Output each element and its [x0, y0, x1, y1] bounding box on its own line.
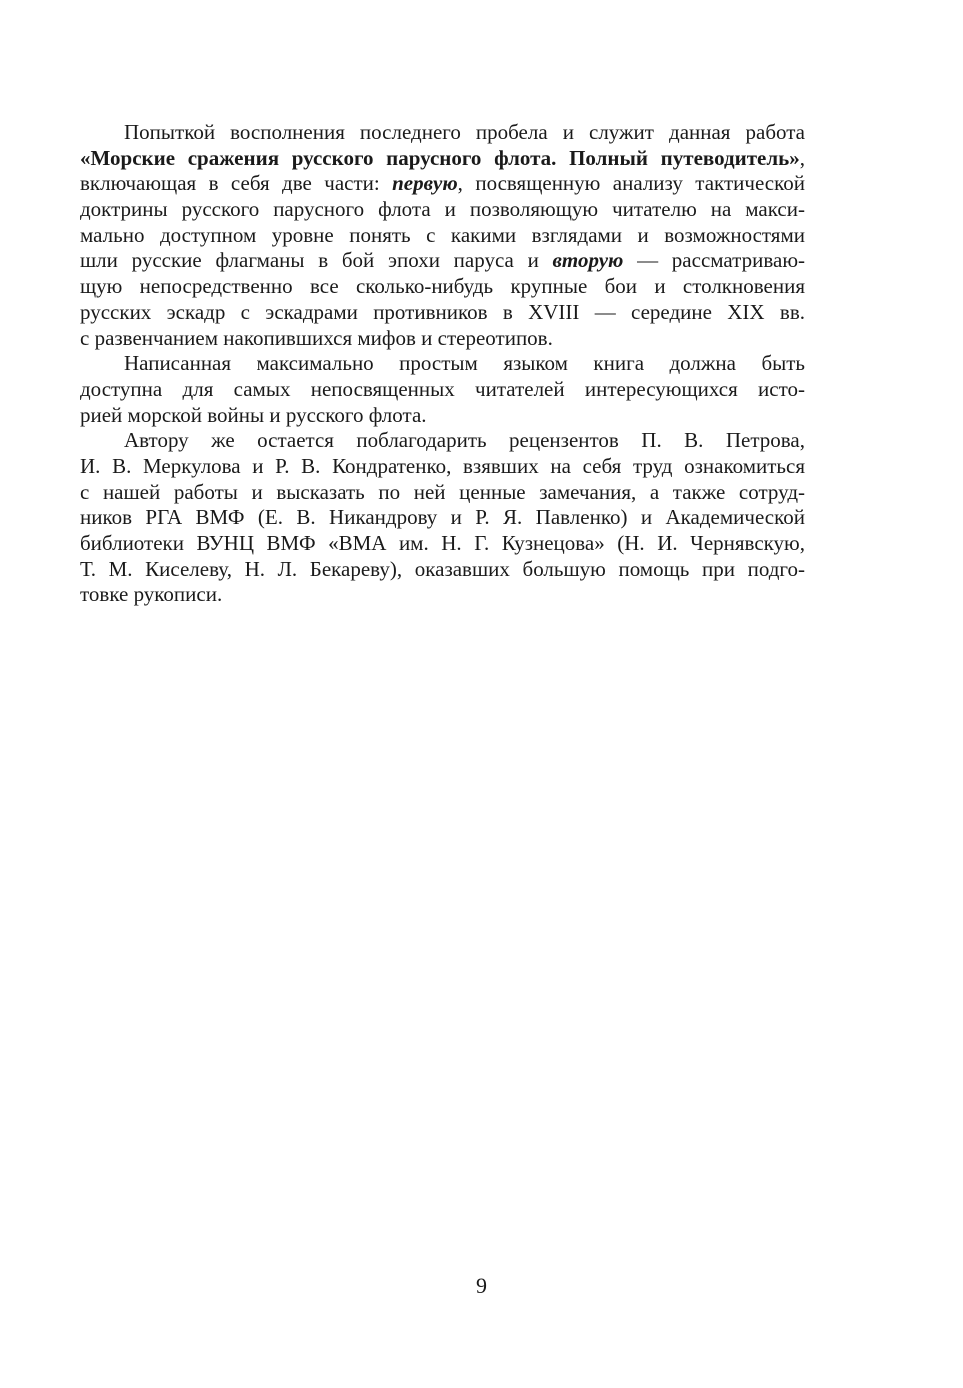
paragraph-3: [80, 428, 805, 608]
body-text: [80, 120, 805, 608]
text-line: И. В. Меркулова и Р. В. Кондратенко, взявших на себя труд ознакомиться: [80, 453, 805, 478]
text-line: «Морские сражения русского парусного флота. Полный путеводитель»,: [80, 145, 805, 170]
text-line: включающая в себя две части: первую, посвященную анализу тактической: [80, 171, 806, 196]
paragraph-1: [80, 120, 805, 351]
text-line: рией морской войны и русского флота.: [80, 402, 427, 427]
page-number: 9: [476, 1273, 487, 1298]
text-line: доступна для самых непосвященных читателей интересующихся исто-: [80, 376, 805, 401]
text-line: мально доступном уровне понять с какими взглядами и возможностями: [80, 222, 805, 247]
text-line: с нашей работы и высказать по ней ценные замечания, а также сотруд-: [80, 479, 805, 504]
text-line: русских эскадр с эскадрами противников в XVIII — середине XIX вв.: [80, 299, 805, 324]
text-line: Попыткой восполнения последнего пробела и служит данная работа: [124, 120, 805, 144]
emphasis-first: первую: [392, 171, 458, 196]
text-line: шли русские флагманы в бой эпохи паруса и вторую — рассматриваю-: [80, 248, 805, 273]
text-line: Написанная максимально простым языком книга должна быть: [124, 351, 805, 376]
paragraph-2: [80, 351, 805, 428]
text-line: Т. М. Киселеву, Н. Л. Бекареву), оказавших большую помощь при подго-: [80, 556, 805, 581]
text-line: товке рукописи.: [80, 582, 223, 607]
text-line: с развенчанием накопившихся мифов и стереотипов.: [80, 325, 553, 350]
text-line: ников РГА ВМФ (Е. В. Никандрову и Р. Я. Павленко) и Академической: [80, 505, 805, 530]
text-line: библиотеки ВУНЦ ВМФ «ВМА им. Н. Г. Кузнецова» (Н. И. Чернявскую,: [80, 531, 805, 555]
book-title: «Морские сражения русского парусного флота. Полный путеводитель»: [80, 145, 800, 170]
text-line: Автору же остается поблагодарить рецензентов П. В. Петрова,: [124, 428, 805, 453]
emphasis-second: вторую: [552, 248, 624, 273]
text-line: доктрины русского парусного флота и позволяющую читателю на макси-: [80, 197, 805, 222]
text-line: щую непосредственно все сколько-нибудь крупные бои и столкновения: [80, 274, 805, 299]
